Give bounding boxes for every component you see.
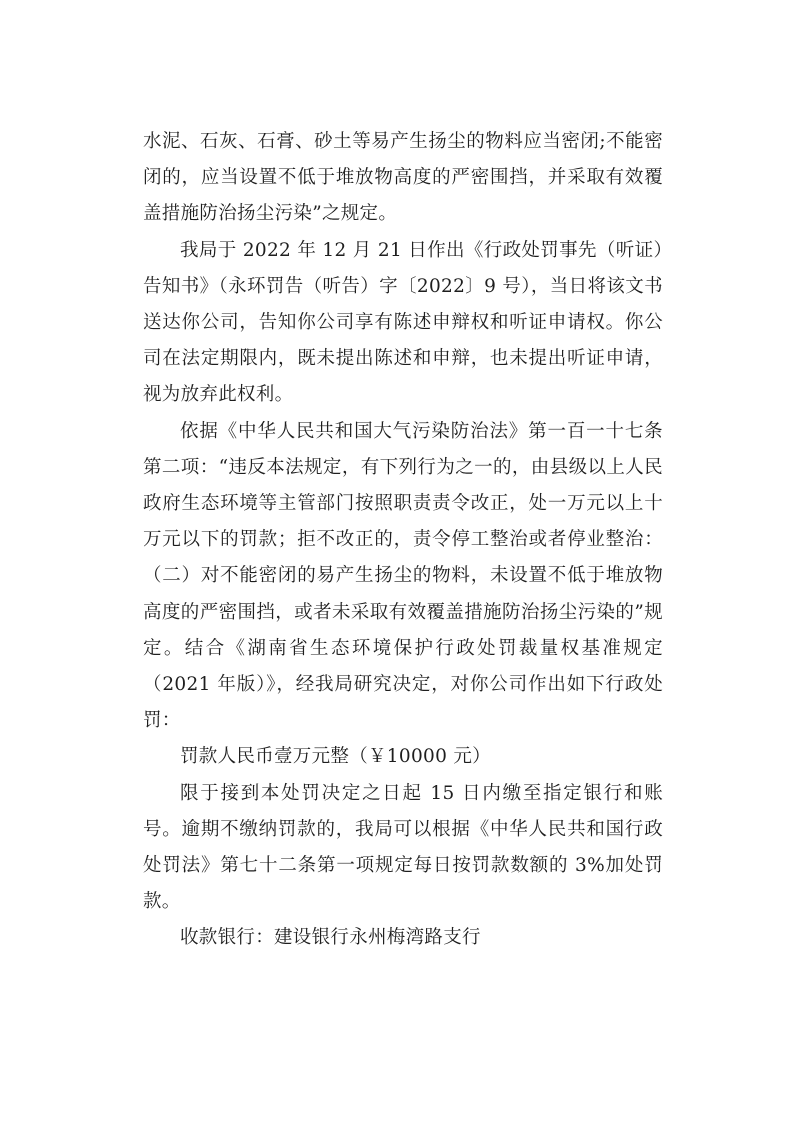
paragraph-receiving-bank: 收款银行：建设银行永州梅湾路支行 <box>180 927 481 949</box>
paragraph-payment-deadline: 限于接到本处罚决定之日起 15 日内缴至指定银行和账号。逾期不缴纳罚款的，我局可以根据《中华人民共和国行政处罚法》第七十二条第一项规定每日按罚款数额的 3%加处罚款。 <box>143 782 663 913</box>
document-body <box>143 124 663 957</box>
paragraph-notice-served: 我局于 2022 年 12 月 21 日作出《行政处罚事先（听证）告知书》（永环罚告（听告）字〔2022〕9 号），当日将该文书送达你公司，告知你公司享有陈述申辩权和听证申请权。你公司在法定期限内，既未提出陈述和申辩，也未提出听证申请，视为放弃此权利。 <box>143 239 663 406</box>
paragraph-legal-basis: 依据《中华人民共和国大气污染防治法》第一百一十七条第二项：“违反本法规定，有下列行为之一的，由县级以上人民政府生态环境等主管部门按照职责责令改正，处一万元以上十万元以下的罚款；拒不改正的，责令停工整治或者停业整治：（二）对不能密闭的易产生扬尘的物料，未设置不低于堆放物高度的严密围挡，或者未采取有效覆盖措施防治扬尘污染的”规定。结合《湖南省生态环境保护行政处罚裁量权基准规定（2021 年版）》，经我局研究决定，对你公司作出如下行政处罚： <box>143 420 663 732</box>
paragraph-dust-control-clause: 水泥、石灰、石膏、砂土等易产生扬尘的物料应当密闭;不能密闭的，应当设置不低于堆放物高度的严密围挡，并采取有效覆盖措施防治扬尘污染”之规定。 <box>143 131 663 225</box>
paragraph-fine-amount: 罚款人民币壹万元整（￥10000 元） <box>180 746 491 768</box>
